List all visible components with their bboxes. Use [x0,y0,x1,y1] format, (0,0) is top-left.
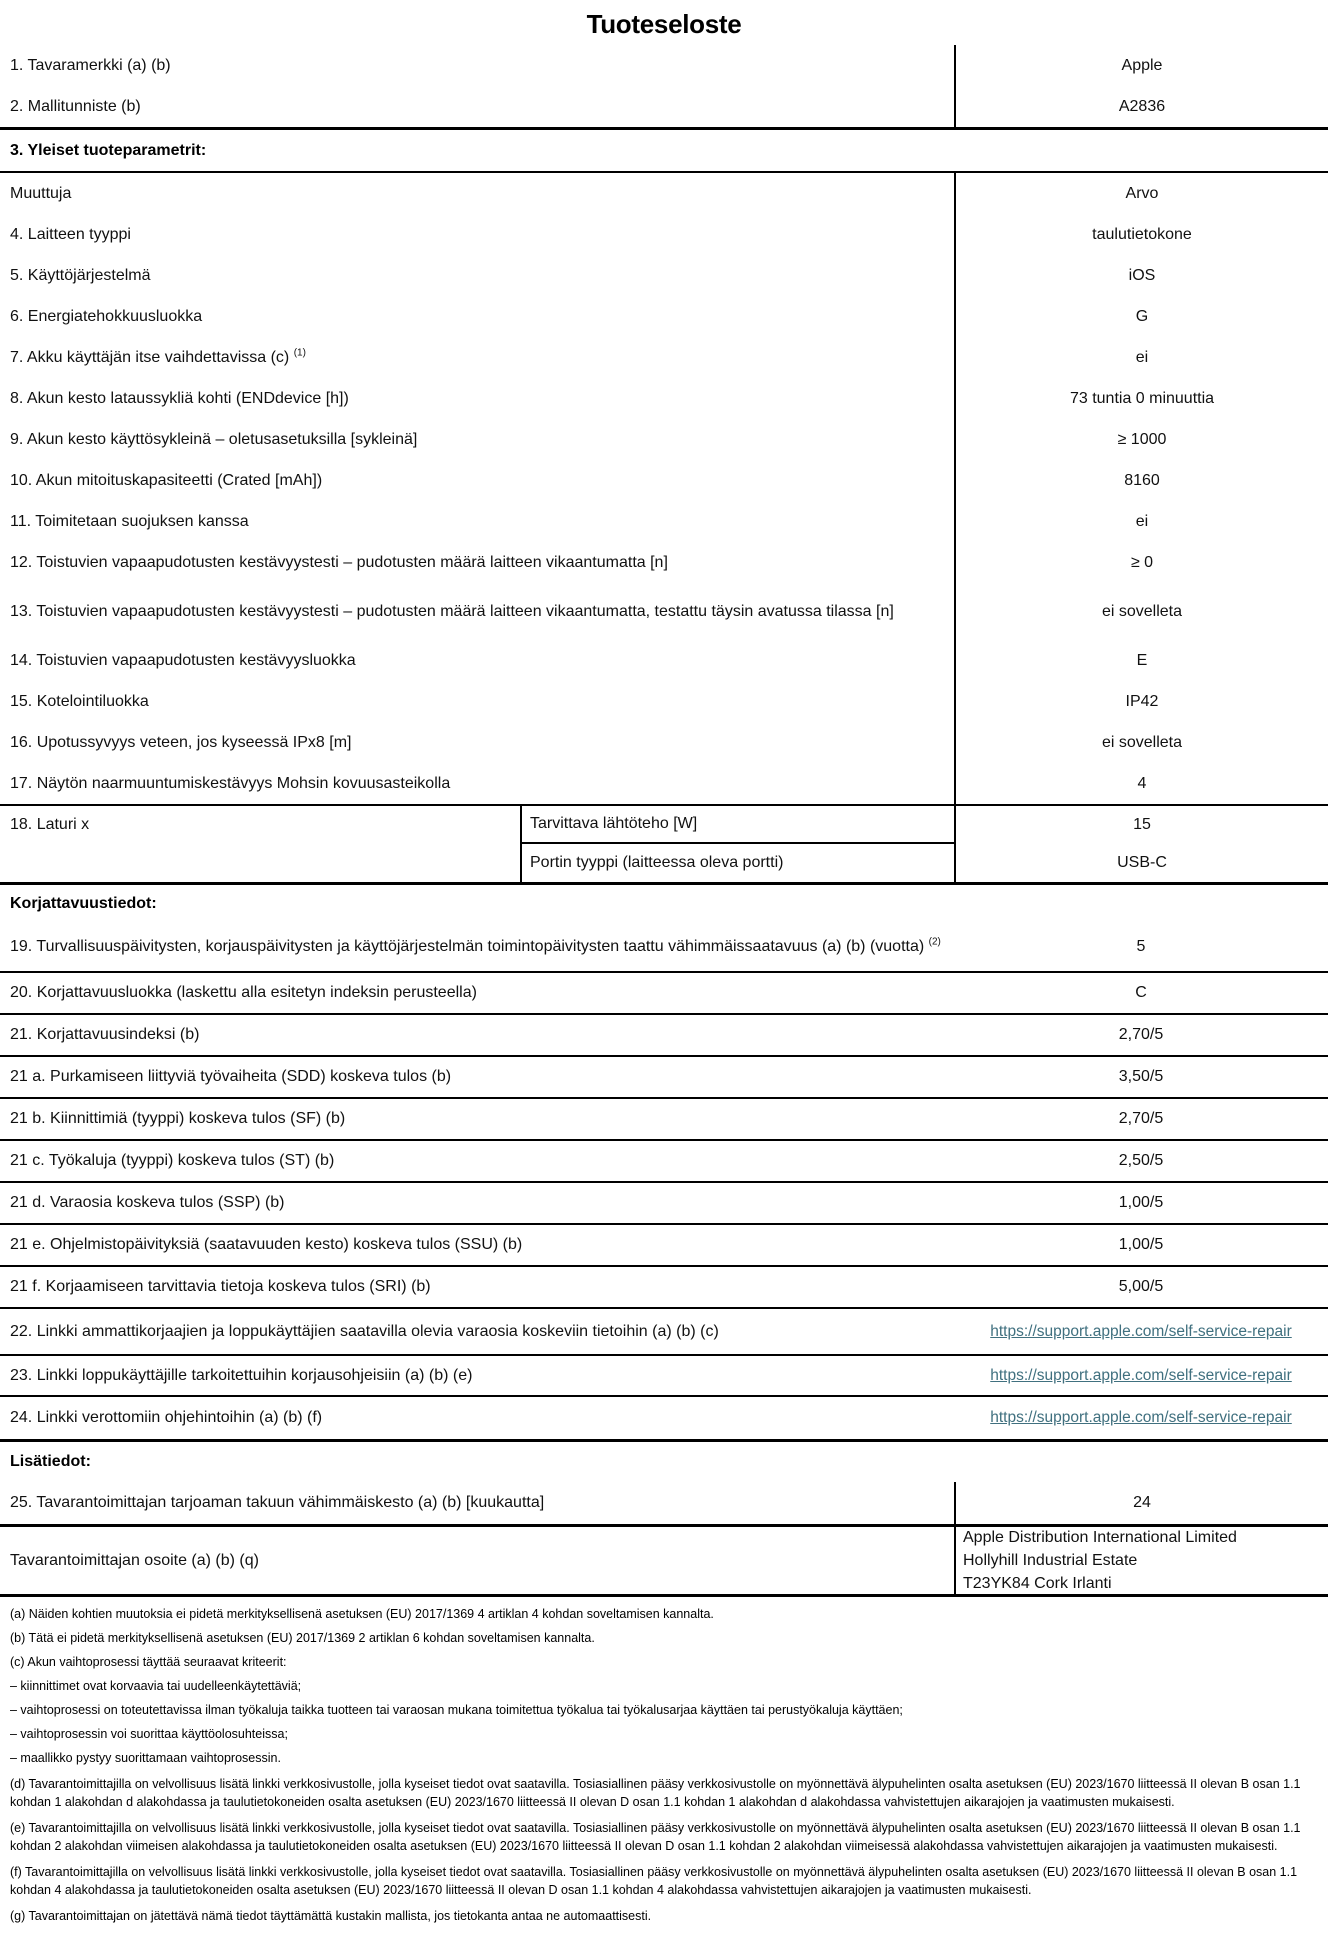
address-line: Hollyhill Industrial Estate [963,1552,1138,1569]
table-row [0,1057,1328,1099]
table-row [0,378,1328,419]
address-line: T23YK84 Cork Irlanti [963,1575,1112,1592]
footnote: (a) Näiden kohtien muutoksia ei pidetä merkityksellisenä asetuksen (EU) 2017/1369 4 artiklan 4 kohdan soveltamisen kannalta. [10,1607,714,1621]
table-row [522,806,1328,844]
table-row [0,1309,1328,1356]
row-label: 9. Akun kesto käyttösykleinä – oletusasetuksilla [sykleinä] [10,430,418,448]
row-label: 8. Akun kesto lataussykliä kohti (ENDdevice [h]) [10,389,349,407]
row-value: 4 [954,763,1328,804]
row-label: 12. Toistuvien vapaapudotusten kestävyystesti – pudotusten määrä laitteen vikaantumatta [n] [10,553,668,571]
row-label: 24. Linkki verottomiin ohjehintoihin (a) (b) (f) [10,1409,323,1427]
charger-row [0,806,1328,885]
footnotes-section [0,1597,1328,1925]
footnote: (d) Tavarantoimittajilla on velvollisuus lisätä linkki verkkosivustolle, jolla kyseiset tiedot ovat saatavilla. Tosiasiallinen pääsy verkkosivustolle on myönnettävä älypuhelinten osalta asetuksen (EU) 2023/1670 liitteessä II olevan B osan 1.1 kohdan 1 alakohdan d alakohdassa ja taulutietokoneiden osalta asetuksen (EU) 2023/1670 liitteessä II olevan D osan 1.1 kohdan 1 alakohdan d alakohdassa vahvistettujen aikarajojen ja vaatimusten mukaisesti. [10,1777,1301,1809]
charger-subtable [522,806,1328,882]
spare-parts-link[interactable]: https://support.apple.com/self-service-repair [990,1322,1292,1340]
footnote: – maallikko pystyy suorittamaan vaihtoprosessin. [10,1751,281,1765]
table-row [0,1015,1328,1057]
row-label: 19. Turvallisuuspäivitysten, korjauspäivitysten ja käyttöjärjestelmän toimintopäivitysten taattu vähimmäissaatavuus (a) (b) (vuotta) $^{(2)}$ [10,937,941,956]
section-header-general: 3. Yleiset tuoteparametrit: [0,130,1328,173]
row-value [954,1356,1328,1395]
table-row [0,501,1328,542]
footnote-ref: (2) [928,937,941,949]
row-value: 15 [954,806,1328,844]
section-header-repair: Korjattavuustiedot: [10,895,157,912]
row-value: ≥ 1000 [954,419,1328,460]
row-label: 21 b. Kiinnittimiä (tyyppi) koskeva tulos (SF) (b) [10,1110,346,1128]
address-line: Apple Distribution International Limited [963,1529,1237,1546]
footnote: (c) Akun vaihtoprosessi täyttää seuraavat kriteerit: [10,1655,287,1669]
row-label: Portin tyyppi (laitteessa oleva portti) [530,854,784,871]
additional-info-section [0,1482,1328,1597]
general-parameters-section [0,173,1328,806]
table-row [0,296,1328,337]
repairability-section [0,923,1328,1309]
links-section [0,1309,1328,1442]
table-row [0,640,1328,681]
footnote-ref: (1) [293,347,306,359]
table-row [0,214,1328,255]
row-value: 1,00/5 [1118,1236,1164,1253]
table-row [0,1141,1328,1183]
footnote: (b) Tätä ei pidetä merkityksellisenä asetuksen (EU) 2017/1369 2 artiklan 6 kohdan soveltamisen kannalta. [10,1631,595,1645]
row-value: ei sovelleta [954,722,1328,763]
table-row [0,763,1328,804]
table-row [0,1099,1328,1141]
price-list-link[interactable]: https://support.apple.com/self-service-repair [990,1409,1292,1426]
footnote: – kiinnittimet ovat korvaavia tai uudelleenkäytettäviä; [10,1679,302,1693]
section-header-additional: Lisätiedot: [10,1453,91,1470]
row-value: 2,70/5 [1118,1026,1164,1043]
table-row [522,844,1328,882]
table-row [0,1183,1328,1225]
row-label: 25. Tavarantoimittajan tarjoaman takuun vähimmäiskesto (a) (b) [kuukautta] [10,1494,545,1512]
row-value: 24 [954,1482,1328,1524]
table-row [0,45,1328,86]
table-row [0,255,1328,296]
address-lines [963,1526,1237,1595]
table-row [0,1397,1328,1439]
row-value [954,1397,1328,1439]
row-value: Arvo [954,173,1328,214]
row-label: 21 c. Työkaluja (tyyppi) koskeva tulos (ST) (b) [10,1152,335,1170]
row-label: 6. Energiatehokkuusluokka [10,307,203,325]
row-value: 2,70/5 [1118,1110,1164,1127]
row-label: 17. Näytön naarmuuntumiskestävyys Mohsin kovuusasteikolla [10,774,451,792]
row-value: IP42 [954,681,1328,722]
row-value [954,1309,1328,1354]
page-title: Tuoteseloste [586,9,742,39]
table-row [0,173,1328,214]
row-value: ei [954,337,1328,378]
row-value: 3,50/5 [1118,1068,1164,1085]
footnote: (e) Tavarantoimittajilla on velvollisuus lisätä linkki verkkosivustolle, jolla kyseiset tiedot ovat saatavilla. Tosiasiallinen pääsy verkkosivustolle on myönnettävä älypuhelinten osalta asetuksen (EU) 2023/1670 liitteessä II olevan B osan 1.1 kohdan 2 alakohdan viimeisen alakohdassa ja taulutietokoneiden osalta asetuksen (EU) 2023/1670 liitteessä II olevan D osan 1.1 kohdan 2 alakohdan viimeisessä alakohdassa vahvistettujen aikarajojen ja vaatimusten mukaisesti. [10,1821,1301,1853]
row-label: Muuttuja [10,184,72,202]
footnote: – vaihtoprosessin voi suorittaa käyttöolosuhteissa; [10,1727,288,1741]
table-row [0,337,1328,378]
footnote: (f) Tavarantoimittajilla on velvollisuus lisätä linkki verkkosivustolle, jolla kyseiset tiedot ovat saatavilla. Tosiasiallinen pääsy verkkosivustolle on myönnettävä älypuhelinten osalta asetuksen (EU) 2023/1670 liitteessä II olevan B osan 1.1 kohdan 4 alakohdassa ja taulutietokoneiden osalta asetuksen (EU) 2023/1670 liitteessä II olevan D osan 1.1 kohdan 4 alakohdassa vahvistettujen aikarajojen ja vaatimusten mukaisesti. [10,1865,1298,1897]
row-label: 4. Laitteen tyyppi [10,225,131,243]
row-label: 21 e. Ohjelmistopäivityksiä (saatavuuden kesto) koskeva tulos (SSU) (b) [10,1236,523,1254]
row-value: 1,00/5 [1118,1194,1164,1211]
table-row [0,583,1328,640]
row-label: 1. Tavaramerkki (a) (b) [10,56,171,74]
table-row [0,1482,1328,1527]
row-label: Tavarantoimittajan osoite (a) (b) (q) [10,1551,259,1569]
row-value: G [954,296,1328,337]
supplier-address [954,1527,1328,1594]
row-value: ≥ 0 [954,542,1328,583]
row-label: 21 d. Varaosia koskeva tulos (SSP) (b) [10,1194,285,1212]
row-label: 16. Upotussyvyys veteen, jos kyseessä IPx8 [m] [10,733,352,751]
table-row [0,419,1328,460]
repair-instructions-link[interactable]: https://support.apple.com/self-service-repair [990,1366,1292,1384]
row-label: 13. Toistuvien vapaapudotusten kestävyystesti – pudotusten määrä laitteen vikaantumatta, testattu täysin avatussa tilassa [n] [10,602,894,620]
table-row [0,460,1328,501]
row-value: A2836 [954,86,1328,127]
row-label: 15. Kotelointiluokka [10,692,149,710]
row-value: Apple [954,45,1328,86]
row-label: 21. Korjattavuusindeksi (b) [10,1026,200,1044]
table-row [0,1356,1328,1397]
row-label: 20. Korjattavuusluokka (laskettu alla esitetyn indeksin perusteella) [10,984,477,1002]
table-row [0,542,1328,583]
row-value: 73 tuntia 0 minuuttia [954,378,1328,419]
row-label: 14. Toistuvien vapaapudotusten kestävyysluokka [10,651,356,669]
table-row [0,923,1328,973]
row-value: 5,00/5 [1118,1278,1164,1295]
row-label: 10. Akun mitoituskapasiteetti (Crated [mAh]) [10,471,323,489]
footnote: (g) Tavarantoimittajan on jätettävä nämä tiedot täyttämättä kustakin mallista, jos tietokanta antaa ne automaattisesti. [10,1909,652,1923]
table-row [0,1225,1328,1267]
table-row [0,86,1328,127]
row-value: ei sovelleta [954,583,1328,640]
row-value: ei [954,501,1328,542]
row-label: 2. Mallitunniste (b) [10,97,141,115]
row-value: taulutietokone [954,214,1328,255]
table-row [0,681,1328,722]
supplier-address-row [0,1527,1328,1597]
row-label: Tarvittava lähtöteho [W] [522,806,954,844]
table-row [0,722,1328,763]
brand-section [0,45,1328,130]
row-value: USB-C [954,844,1328,882]
row-value: 5 [1136,938,1146,955]
row-label: 21 f. Korjaamiseen tarvittavia tietoja koskeva tulos (SRI) (b) [10,1278,431,1296]
row-label: 5. Käyttöjärjestelmä [10,266,151,284]
row-value: 8160 [954,460,1328,501]
table-row [0,973,1328,1015]
row-label: 18. Laturi x [0,806,522,882]
row-label: 23. Linkki loppukäyttäjille tarkoitettuihin korjausohjeisiin (a) (b) (e) [10,1366,473,1384]
row-label: 7. Akku käyttäjän itse vaihdettavissa (c) $^{(1)}$ [10,347,306,366]
row-label: 11. Toimitetaan suojuksen kanssa [10,512,249,530]
row-value: E [954,640,1328,681]
row-value: iOS [954,255,1328,296]
row-label: 22. Linkki ammattikorjaajien ja loppukäyttäjien saatavilla olevia varaosia koskeviin tietoihin (a) (b) (c) [10,1322,719,1340]
row-label: 21 a. Purkamiseen liittyviä työvaiheita (SDD) koskeva tulos (b) [10,1068,452,1086]
footnote: – vaihtoprosessi on toteutettavissa ilman työkaluja taikka tuotteen tai varaosan mukana toimitettua työkalua tai työkalusarjaa käyttäen tai perustyökaluja käyttäen; [10,1703,903,1717]
row-value: C [1135,984,1147,1001]
row-value: 2,50/5 [1118,1152,1164,1169]
table-row [0,1267,1328,1309]
